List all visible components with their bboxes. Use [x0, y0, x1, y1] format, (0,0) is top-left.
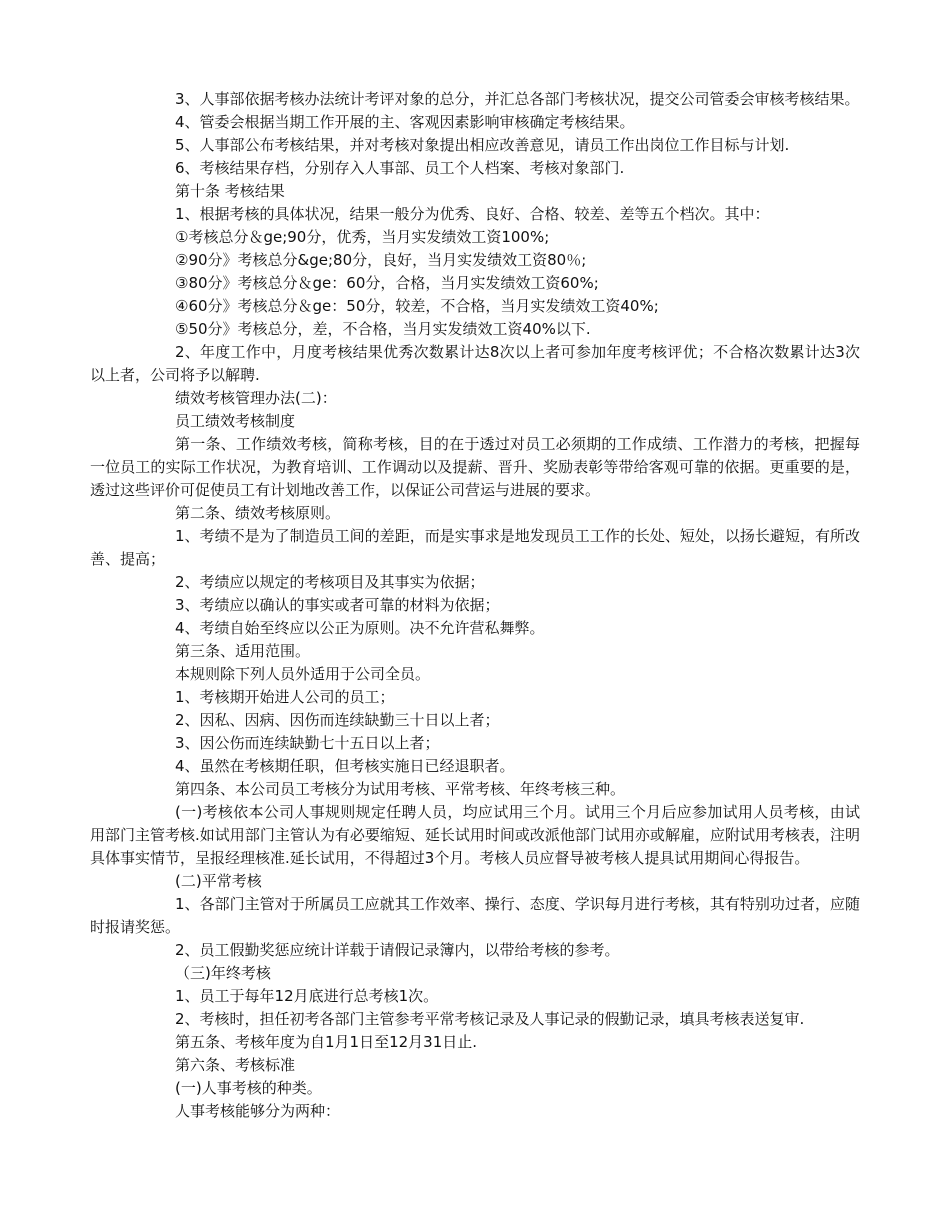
paragraph: 1、考绩不是为了制造员工间的差距，而是实事求是地发现员工工作的长处、短处，以扬长避短，有所改善、提高；	[90, 527, 860, 568]
paragraph: (一)人事考核的种类。	[175, 1079, 322, 1097]
paragraph: 第一条、工作绩效考核，简称考核，目的在于透过对员工必须期的工作成绩、工作潜力的考核，把握每一位员工的实际工作状况，为教育培训、工作调动以及提薪、晋升、奖励表彰等带给客观可靠的依据。更重要的是，透过这些评价可促使员工有计划地改善工作，以保证公司营运与进展的要求。	[90, 435, 860, 499]
list-item: ④60分》考核总分＆ge：50分，较差，不合格，当月实发绩效工资40%;	[175, 297, 659, 315]
paragraph: 1、各部门主管对于所属员工应就其工作效率、操行、态度、学识每月进行考核，其有特别功过者，应随时报请奖惩。	[90, 895, 860, 936]
paragraph: 1、员工于每年12月底进行总考核1次。	[175, 987, 439, 1005]
document-body	[90, 88, 860, 1123]
section-heading: (二)平常考核	[175, 872, 262, 890]
list-item: 1、考核期开始进人公司的员工；	[175, 688, 395, 706]
section-heading: 第五条、考核年度为自1月1日至12月31日止.	[175, 1033, 478, 1051]
section-heading: 绩效考核管理办法(二)：	[175, 389, 337, 407]
paragraph: 2、考绩应以规定的考核项目及其事实为依据；	[175, 573, 485, 591]
paragraph: 3、考绩应以确认的事实或者可靠的材料为依据；	[175, 596, 500, 614]
section-heading: 第十条 考核结果	[175, 182, 285, 200]
paragraph: 2、考核时，担任初考各部门主管参考平常考核记录及人事记录的假勤记录，填具考核表送复审.	[175, 1010, 805, 1028]
list-item: 2、因私、因病、因伤而连续缺勤三十日以上者；	[175, 711, 500, 729]
paragraph: 本规则除下列人员外适用于公司全员。	[175, 665, 431, 683]
list-item: 4、虽然在考核期任职，但考核实施日已经退职者。	[175, 757, 515, 775]
paragraph: 3、人事部依据考核办法统计考评对象的总分，并汇总各部门考核状况，提交公司管委会审核考核结果。	[175, 90, 860, 108]
paragraph: 1、根据考核的具体状况，结果一般分为优秀、良好、合格、较差、差等五个档次。其中：	[175, 205, 770, 223]
paragraph: 人事考核能够分为两种：	[175, 1102, 341, 1120]
section-heading: 第三条、适用范围。	[175, 642, 311, 660]
section-heading: （三)年终考核	[175, 964, 271, 982]
paragraph: 2、员工假勤奖惩应统计详载于请假记录簿内，以带给考核的参考。	[175, 941, 620, 959]
list-item: ③80分》考核总分＆ge：60分，合格，当月实发绩效工资60%;	[175, 274, 599, 292]
section-heading: 第二条、绩效考核原则。	[175, 504, 341, 522]
paragraph: 4、考绩自始至终应以公正为原则。决不允许营私舞弊。	[175, 619, 545, 637]
paragraph: (一)考核依本公司人事规则规定任聘人员，均应试用三个月。试用三个月后应参加试用人员考核，由试用部门主管考核.如试用部门主管认为有必要缩短、延长试用时间或改派他部门试用亦或解雇，应附试用考核表，注明具体事实情节，呈报经理核准.延长试用，不得超过3个月。考核人员应督导被考核人提具试用期间心得报告。	[90, 803, 860, 867]
section-heading: 员工绩效考核制度	[175, 412, 296, 430]
list-item: ⑤50分》考核总分，差，不合格，当月实发绩效工资40%以下.	[175, 320, 591, 338]
list-item: 3、因公伤而连续缺勤七十五日以上者；	[175, 734, 440, 752]
paragraph: 5、人事部公布考核结果，并对考核对象提出相应改善意见，请员工作出岗位工作目标与计划.	[175, 136, 790, 154]
paragraph: 6、考核结果存档，分别存入人事部、员工个人档案、考核对象部门.	[175, 159, 625, 177]
list-item: ①考核总分＆ge;90分，优秀，当月实发绩效工资100%;	[175, 228, 550, 246]
section-heading: 第四条、本公司员工考核分为试用考核、平常考核、年终考核三种。	[175, 780, 626, 798]
section-heading: 第六条、考核标准	[175, 1056, 296, 1074]
paragraph: 2、年度工作中，月度考核结果优秀次数累计达8次以上者可参加年度考核评优；不合格次数累计达3次以上者，公司将予以解聘.	[90, 343, 860, 384]
paragraph: 4、管委会根据当期工作开展的主、客观因素影响审核确定考核结果。	[175, 113, 635, 131]
list-item: ②90分》考核总分&ge;80分，良好，当月实发绩效工资80％;	[175, 251, 587, 269]
